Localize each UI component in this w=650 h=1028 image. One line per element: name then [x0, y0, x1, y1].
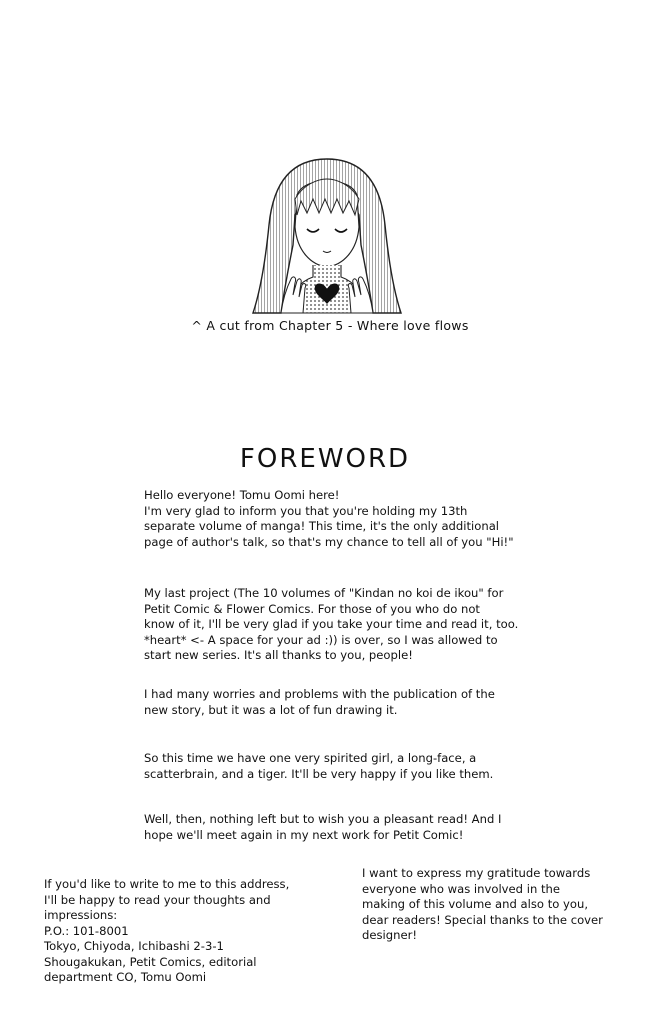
paragraph-line: I had many worries and problems with the publication of the	[144, 687, 495, 701]
paragraph-line: new story, but it was a lot of fun drawing it.	[144, 702, 398, 717]
paragraph-line: know of it, I'll be very glad if you take your time and read it, too.	[144, 617, 519, 631]
thanks-note	[362, 866, 632, 944]
foreword-paragraph-5	[144, 812, 574, 843]
illustration-caption: ^ A cut from Chapter 5 - Where love flows	[191, 318, 469, 333]
paragraph-line: separate volume of manga! This time, it's the only additional	[144, 519, 500, 533]
address-line: I'll be happy to read your thoughts and	[44, 892, 271, 907]
paragraph-line: Hello everyone! Tomu Oomi here!	[144, 488, 340, 502]
paragraph-line: *heart* <- A space for your ad :)) is over, so I was allowed to	[144, 632, 498, 647]
thanks-line: dear readers! Special thanks to the cover	[362, 912, 603, 927]
address-line: P.O.: 101-8001	[44, 923, 129, 938]
foreword-paragraph-3	[144, 687, 574, 718]
paragraph-line: My last project (The 10 volumes of "Kindan no koi de ikou" for	[144, 586, 504, 600]
thanks-line: designer!	[362, 928, 418, 942]
address-line: Tokyo, Chiyoda, Ichibashi 2-3-1	[44, 939, 224, 953]
paragraph-line: I'm very glad to inform you that you're holding my 13th	[144, 503, 468, 518]
paragraph-line: scatterbrain, and a tiger. It'll be very happy if you like them.	[144, 766, 494, 781]
paragraph-line: Petit Comic & Flower Comics. For those of you who do not	[144, 601, 480, 616]
page-title: FOREWORD	[239, 444, 411, 475]
foreword-paragraph-2	[144, 586, 574, 664]
paragraph-line: So this time we have one very spirited girl, a long-face, a	[144, 751, 477, 765]
paragraph-line: start new series. It's all thanks to you, people!	[144, 648, 413, 662]
thanks-line: I want to express my gratitude towards	[362, 866, 591, 880]
foreword-paragraph-4	[144, 751, 574, 782]
address-line: If you'd like to write to me to this address,	[44, 877, 290, 891]
girl-with-heart-illustration	[245, 155, 410, 315]
paragraph-line: Well, then, nothing left but to wish you a pleasant read! And I	[144, 812, 502, 826]
address-line: impressions:	[44, 908, 118, 922]
paragraph-line: hope we'll meet again in my next work for Petit Comic!	[144, 827, 464, 842]
thanks-line: everyone who was involved in the	[362, 881, 560, 896]
address-line: Shougakukan, Petit Comics, editorial	[44, 954, 257, 969]
foreword-paragraph-1	[144, 488, 574, 550]
address-line: department CO, Tomu Oomi	[44, 970, 207, 984]
thanks-line: making of this volume and also to you,	[362, 897, 589, 911]
address-note	[44, 877, 334, 986]
paragraph-line: page of author's talk, so that's my chance to tell all of you "Hi!"	[144, 534, 514, 549]
